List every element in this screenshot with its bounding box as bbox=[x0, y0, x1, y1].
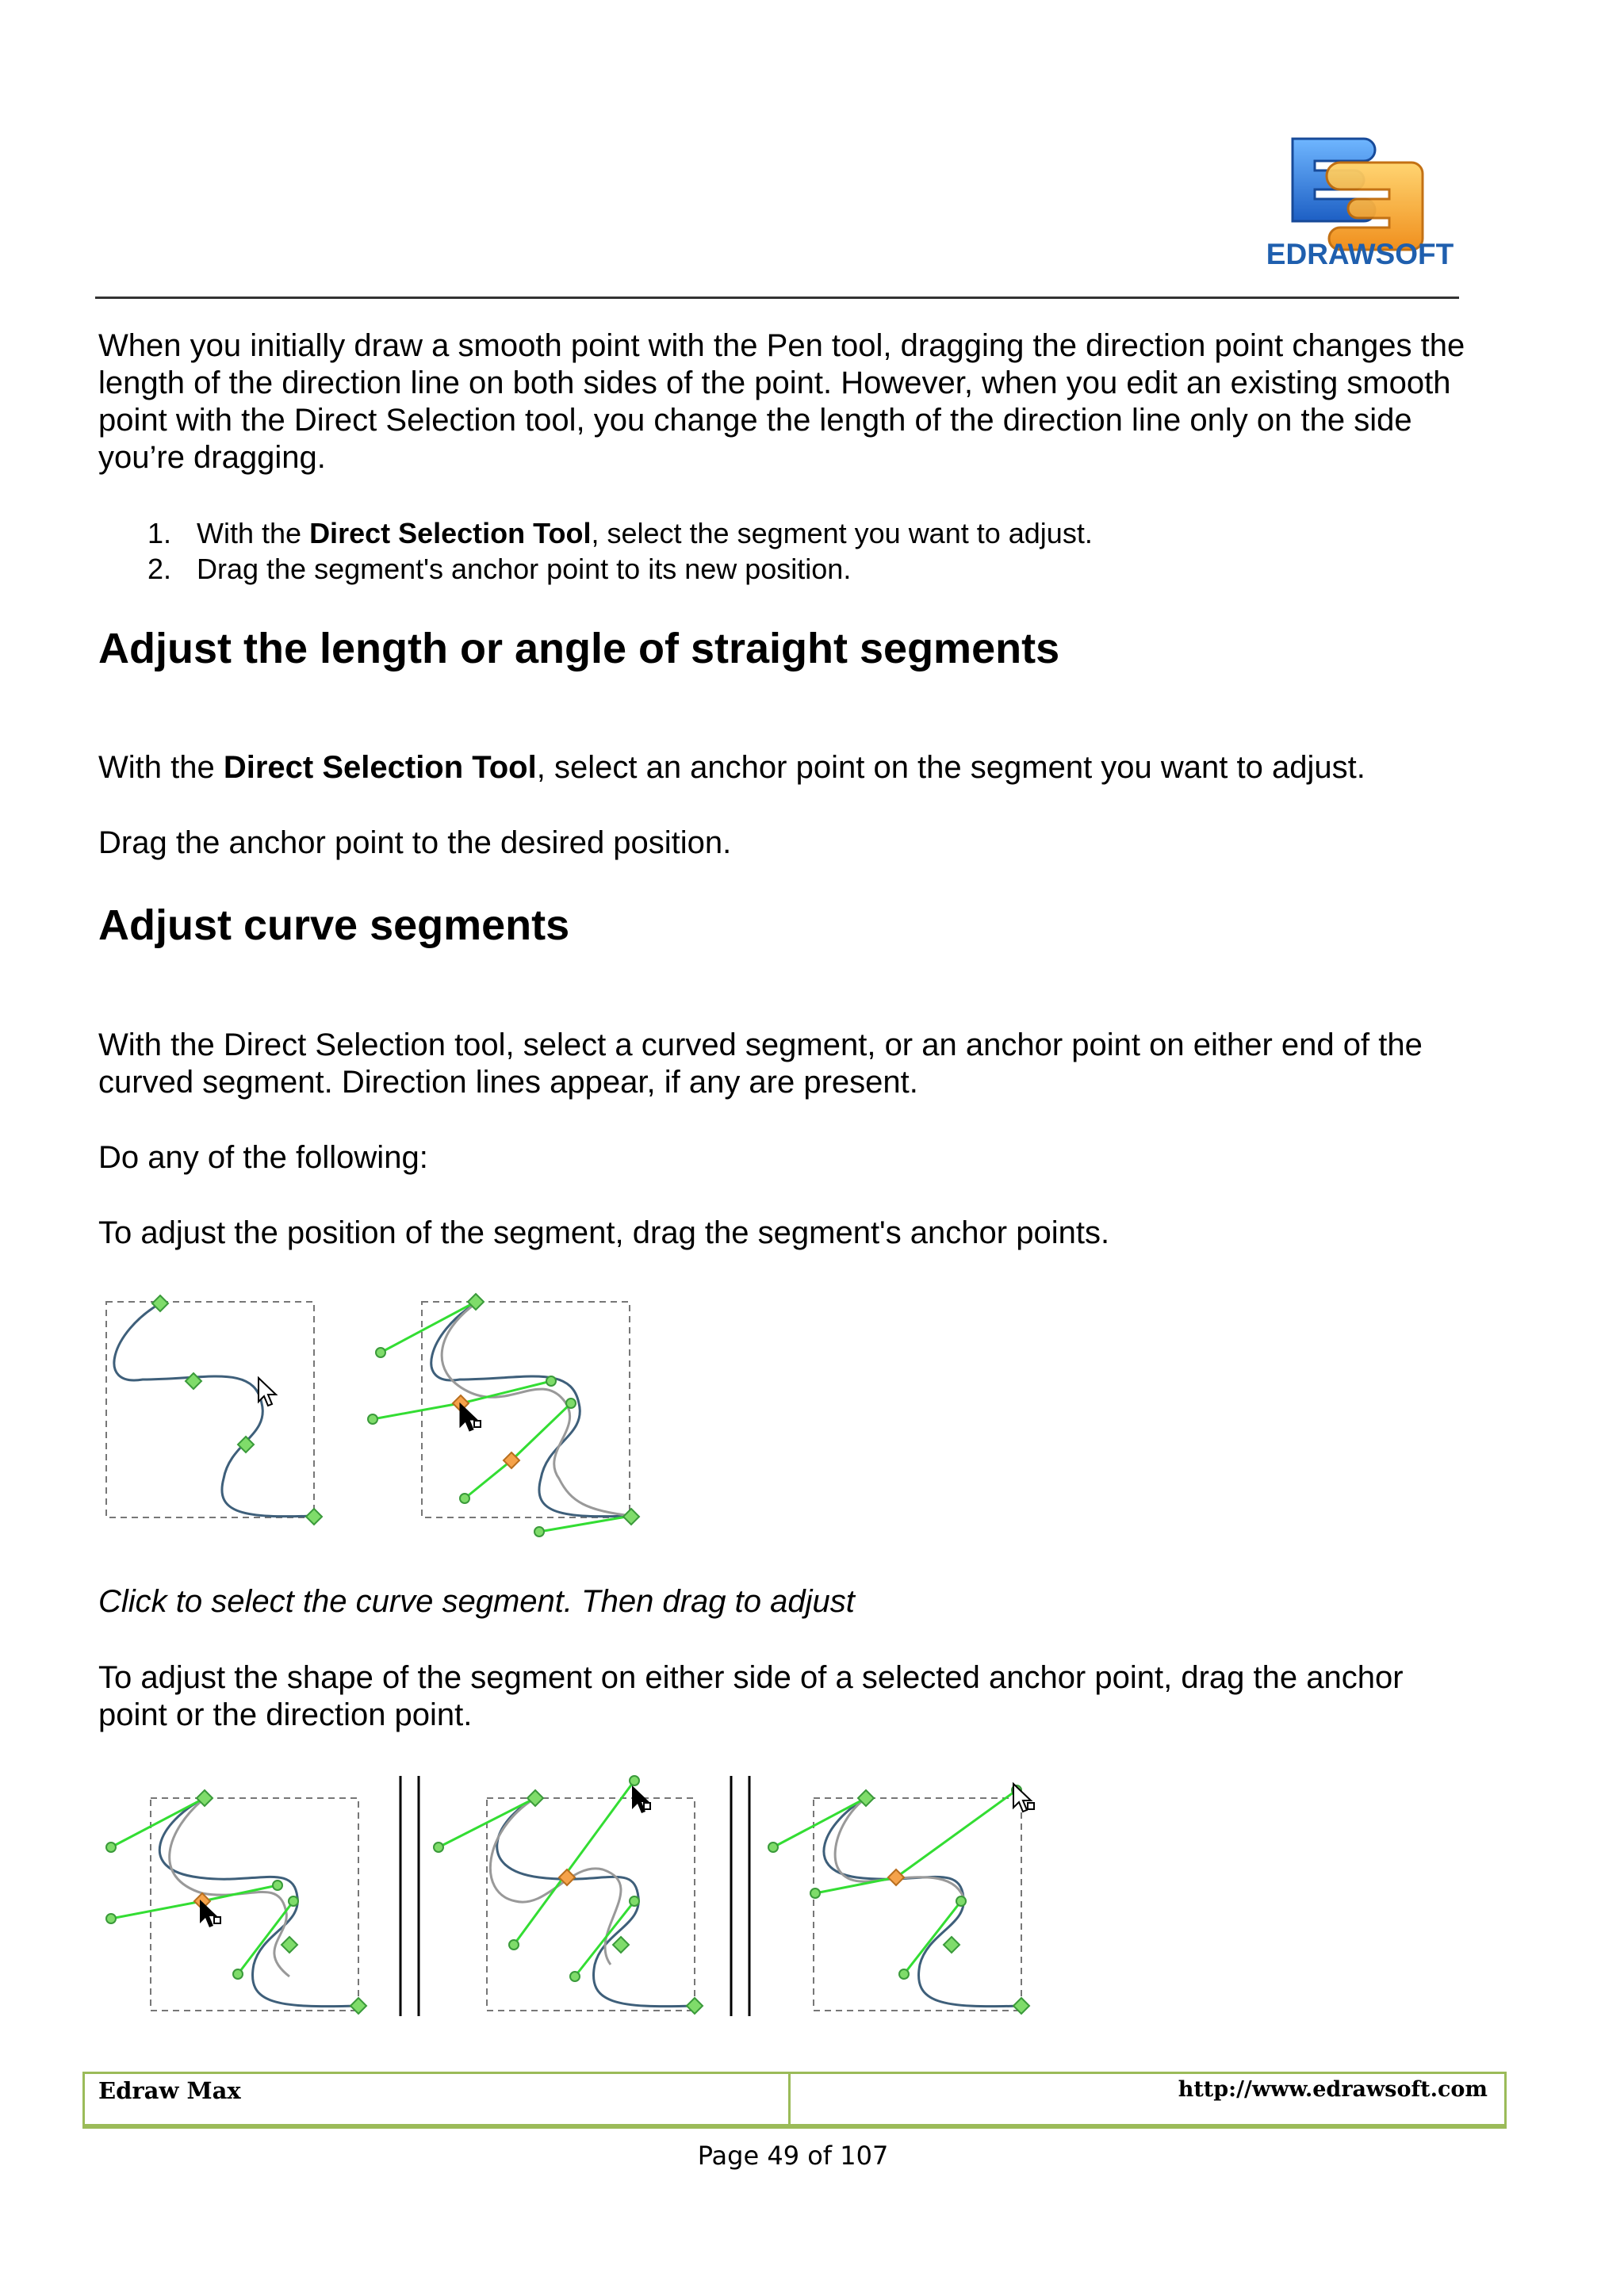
steps-list bbox=[135, 515, 1404, 587]
footer-divider bbox=[788, 2072, 791, 2129]
curve-paragraph-2: Do any of the following: bbox=[98, 1140, 428, 1175]
list-item: 1. With the Direct Selection Tool, select the segment you want to adjust. bbox=[147, 517, 1093, 549]
header-divider bbox=[95, 297, 1459, 299]
figure-caption: Click to select the curve segment. Then drag to adjust bbox=[98, 1584, 855, 1619]
intro-paragraph: When you initially draw a smooth point with the Pen tool, dragging the direction point changes the length of the direction line on both sides of the point. However, when you edit an existing smooth point with the Direct Selection tool, you change the length of the direction line only on the side you’re dragging. bbox=[98, 328, 1465, 475]
page-number: Page 49 of 107 bbox=[697, 2141, 889, 2171]
brand-name: EDRAWSOFT bbox=[1266, 238, 1454, 270]
curve-paragraph-4: To adjust the shape of the segment on either side of a selected anchor point, drag the anchor point or the direction point. bbox=[98, 1660, 1404, 1732]
curve-paragraph-3: To adjust the position of the segment, drag the segment's anchor points. bbox=[98, 1215, 1110, 1250]
bold-term: Direct Selection Tool bbox=[223, 750, 537, 785]
section-heading-straight: Adjust the length or angle of straight segments bbox=[98, 625, 1060, 672]
straight-paragraph-1: With the Direct Selection Tool, select an anchor point on the segment you want to adjust. bbox=[98, 750, 1365, 785]
section-heading-curve: Adjust curve segments bbox=[98, 901, 570, 949]
list-item: 2. Drag the segment's anchor point to its new position. bbox=[147, 553, 852, 585]
footer-website-link[interactable]: http://www.edrawsoft.com bbox=[1178, 2077, 1488, 2102]
figure-select-curve bbox=[95, 1284, 666, 1554]
straight-paragraph-2: Drag the anchor point to the desired position. bbox=[98, 825, 732, 860]
bold-term: Direct Selection Tool bbox=[309, 517, 592, 549]
curve-paragraph-1: With the Direct Selection tool, select a curved segment, or an anchor point on either end of the curved segment. Direction lines appear, if any are present. bbox=[98, 1027, 1423, 1100]
figure-drag-points bbox=[95, 1766, 1063, 2028]
footer-product-name: Edraw Max bbox=[98, 2077, 241, 2104]
